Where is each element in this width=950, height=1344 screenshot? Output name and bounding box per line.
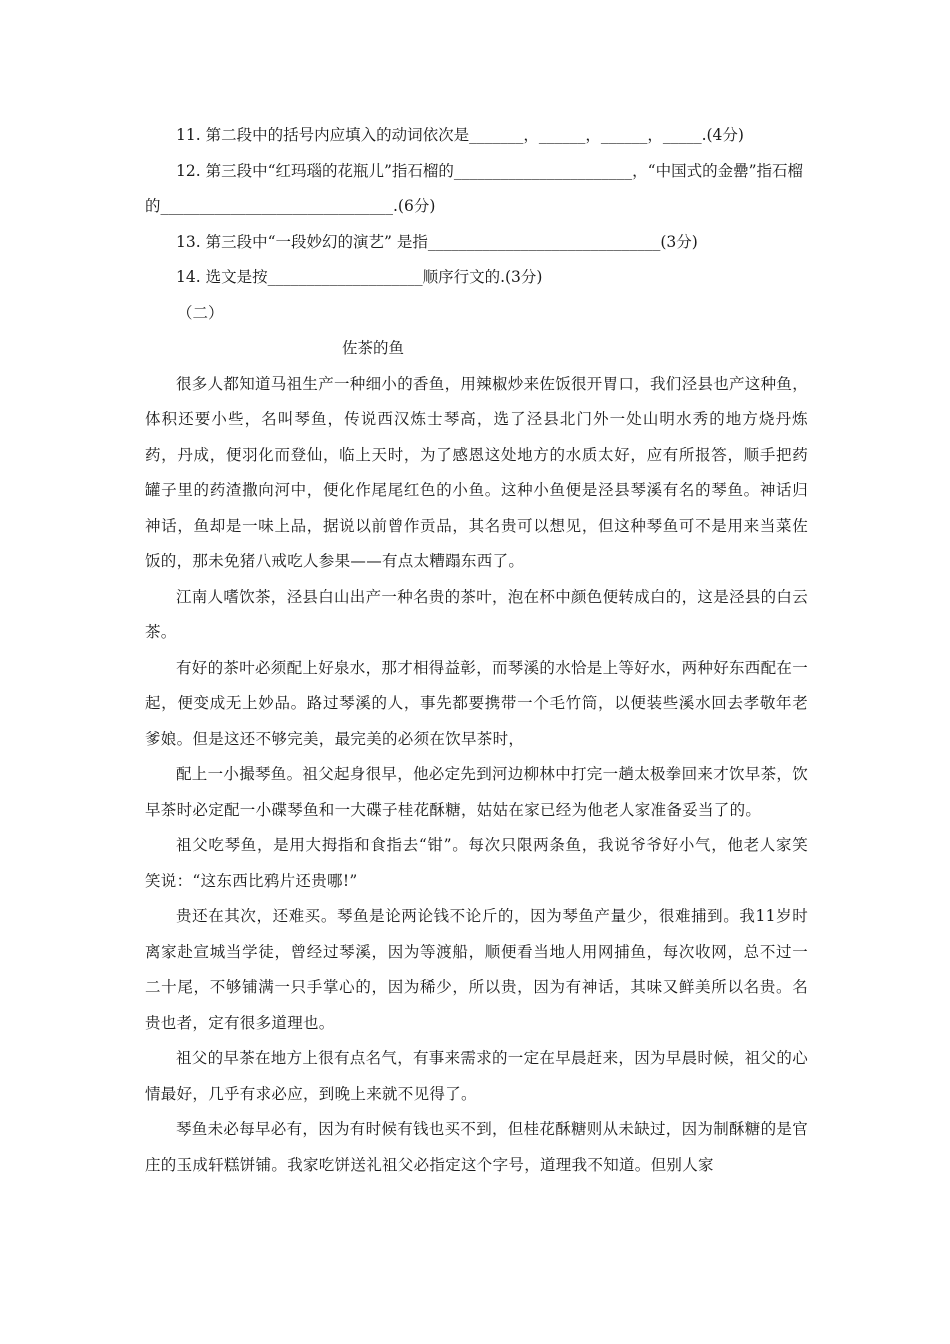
document-page: [145, 118, 808, 1183]
paragraph-2: 江南人嗜饮茶，泾县白山出产一种名贵的茶叶，泡在杯中颜色便转成白的，这是泾县的白云茶。: [145, 587, 809, 641]
question-11: 11. 第二段中的括号内应填入的动词依次是_______，______，______，_____.(4分): [176, 126, 744, 144]
question-13: 13. 第三段中“一段妙幻的演艺” 是指______________________________(3分): [176, 232, 698, 251]
paragraph-1: 很多人都知道马祖生产一种细小的香鱼，用辣椒炒来佐饭很开胃口，我们泾县也产这种鱼，体积还要小些，名叫琴鱼，传说西汉炼士琴高，选了泾县北门外一处山明水秀的地方烧丹炼药，丹成，便羽化而登仙，临上天时，为了感恩这处地方的水质太好，应有所报答，顺手把药罐子里的药渣撒向河中，便化作尾尾红色的小鱼。这种小鱼便是泾县琴溪有名的琴鱼。神话归神话，鱼却是一味上品，据说以前曾作贡品，其名贵可以想见，但这种琴鱼可不是用来当菜佐饭的，那未免猪八戒吃人参果——有点太糟蹋东西了。: [145, 374, 809, 570]
paragraph-3: 有好的茶叶必须配上好泉水，那才相得益彰，而琴溪的水恰是上等好水，两种好东西配在一起，便变成无上妙品。路过琴溪的人，事先都要携带一个毛竹筒，以便装些溪水回去孝敬年老爹娘。但是这还不够完美，最完美的必须在饮早茶时，: [145, 658, 809, 748]
paragraph-5: 祖父吃琴鱼，是用大拇指和食指去“钳”。每次只限两条鱼，我说爷爷好小气，他老人家笑笑说：“这东西比鸦片还贵哪!”: [145, 836, 808, 890]
paragraph-4: 配上一小撮琴鱼。祖父起身很早，他必定先到河边柳林中打完一趟太极拳回来才饮早茶，饮早茶时必定配一小碟琴鱼和一大碟子桂花酥糖，姑姑在家已经为他老人家准备妥当了的。: [145, 765, 809, 819]
question-14: 14. 选文是按____________________顺序行文的.(3分): [176, 268, 543, 286]
paragraph-7: 祖父的早茶在地方上很有点名气，有事来需求的一定在早晨赶来，因为早晨时候，祖父的心情最好，几乎有求必应，到晚上来就不见得了。: [145, 1049, 809, 1103]
question-12: 12. 第三段中“红玛瑙的花瓶儿”指石榴的_______________________，“中国式的金罍”指石榴的______________________________.(6分): [145, 161, 804, 215]
paragraph-6: 贵还在其次，还难买。琴鱼是论两论钱不论斤的，因为琴鱼产量少，很难捕到。我11岁时离家赴宣城当学徒，曾经过琴溪，因为等渡船，顺便看当地人用网捕鱼，每次收网，总不过一二十尾，不够铺满一只手掌心的，因为稀少，所以贵，因为有神话，其味又鲜美所以名贵。名贵也者，定有很多道理也。: [145, 907, 808, 1032]
paragraph-8: 琴鱼未必每早必有，因为有时候有钱也买不到，但桂花酥糖则从未缺过，因为制酥糖的是官庄的玉成轩糕饼铺。我家吃饼送礼祖父必指定这个字号，道理我不知道。但别人家: [145, 1120, 809, 1174]
section-label: （二）: [177, 303, 224, 322]
article-title: 佐茶的鱼: [342, 339, 405, 357]
